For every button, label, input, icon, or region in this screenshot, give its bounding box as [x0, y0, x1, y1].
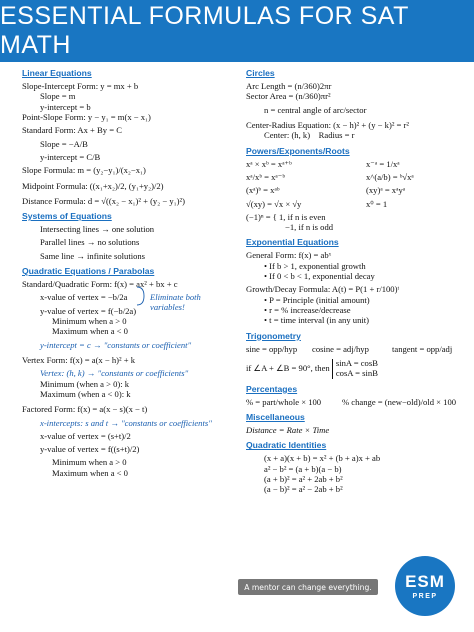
cofunction-condition: if ∠A + ∠B = 90°, then: [246, 362, 330, 373]
slope-note: Slope = m: [40, 91, 76, 102]
identity-product: (x + a)(x + b) = x² + (b + a)x + ab: [264, 453, 381, 464]
neg-one-odd: −1, if n is odd: [285, 222, 334, 233]
power-rule-power: (xᵃ)ᵇ = xᵃᵇ: [246, 185, 280, 196]
point-slope-form: Point-Slope Form: y − y₁ = m(x − x₁): [22, 111, 151, 122]
identity-square-sum: (a + b)² = a² + 2ab + b²: [264, 473, 343, 484]
section-percentages: Percentages: [246, 383, 298, 394]
power-rule-negative: x⁻ᵃ = 1/xᵃ: [366, 158, 400, 169]
central-angle-note: n = central angle of arc/sector: [264, 104, 367, 115]
factored-x-vertex: x-value of vertex = (s+t)/2: [40, 430, 131, 441]
right-column: [246, 68, 470, 495]
sin-cos-relation: sinA = cosB: [335, 357, 378, 368]
page-title: ESSENTIAL FORMULAS FOR SAT MATH: [0, 2, 409, 59]
x-intercepts-note: x-intercepts: s and t → "constants or coefficients": [40, 417, 212, 428]
eliminate-callout: Eliminate both variables!: [150, 292, 201, 312]
section-quadratic: Quadratic Equations / Parabolas: [22, 266, 155, 277]
y-intercept-note: y-intercept = c → "constants or coefficient": [40, 339, 192, 350]
growth-decay-formula: Growth/Decay Formula: A(t) = P(1 + r/100)ᵗ: [246, 284, 400, 295]
section-miscellaneous: Miscellaneous: [246, 412, 305, 422]
exponential-general-form: General Form: f(x) = abˣ: [246, 250, 332, 261]
x-vertex: x-value of vertex = −b/2a: [40, 292, 128, 303]
factored-maximum: Maximum when a < 0: [52, 467, 128, 478]
factored-form: Factored Form: f(x) = a(x − s)(x − t): [22, 404, 148, 415]
midpoint-formula: Midpoint Formula: ((x₁+x₂)/2, (y₁+y₂)/2): [22, 180, 164, 191]
power-rule-distribute: (xy)ᵃ = xᵃyᵃ: [366, 185, 406, 196]
section-exponential: Exponential Equations: [246, 237, 339, 248]
standard-form: Standard Form: Ax + By = C: [22, 125, 122, 136]
root-rule-product: √(xy) = √x × √y: [246, 198, 302, 209]
factored-minimum: Minimum when a > 0: [52, 457, 127, 468]
power-rule-root: x^(a/b) = ᵇ√xᵃ: [366, 171, 414, 182]
minimum-note: Minimum when a > 0: [52, 316, 127, 326]
vertex-maximum: Maximum (when a < 0): k: [40, 388, 131, 399]
vertex-form: Vertex Form: f(x) = a(x − h)² + k: [22, 354, 136, 365]
distance-rate-time: Distance = Rate × Time: [246, 425, 330, 435]
sine-ratio: sine = opp/hyp: [246, 343, 298, 354]
standard-yint: y-intercept = C/B: [40, 151, 101, 162]
identity-square-difference: (a − b)² = a² − 2ab + b²: [264, 484, 343, 495]
logo-text-top: ESM: [405, 571, 445, 591]
percent-change-formula: % change = (new−old)/old × 100: [342, 396, 457, 407]
rate-note: • r = % increase/decrease: [246, 305, 470, 315]
factored-y-vertex: y-value of vertex = f((s+t)/2): [40, 444, 140, 455]
radius-note: Radius = r: [318, 130, 355, 141]
percent-formula: % = part/whole × 100: [246, 396, 322, 407]
section-circles: Circles: [246, 68, 275, 78]
cosine-ratio: cosine = adj/hyp: [312, 343, 369, 354]
quadratic-standard-form: Standard/Quadratic Form: f(x) = ax² + bx + c: [22, 279, 178, 290]
standard-slope: Slope = −A/B: [40, 138, 88, 149]
title-banner: [0, 0, 474, 62]
power-rule-quotient: xᵃ/xᵇ = xᵃ⁻ᵇ: [246, 171, 285, 182]
center-radius-equation: Center-Radius Equation: (x − h)² + (y − k)² = r²: [246, 119, 409, 130]
identity-difference-squares: a² − b² = (a + b)(a − b): [264, 463, 342, 474]
parallel-lines: Parallel lines → no solutions: [40, 237, 140, 248]
section-trigonometry: Trigonometry: [246, 330, 301, 341]
section-quadratic-identities: Quadratic Identities: [246, 440, 327, 451]
slope-formula: Slope Formula: m = (y₂−y₁)/(x₂−x₁): [22, 165, 146, 176]
tagline: A mentor can change everything.: [238, 579, 378, 595]
center-note: Center: (h, k): [264, 130, 311, 141]
esm-prep-logo: [395, 556, 455, 616]
y-vertex: y-value of vertex = f(−b/2a): [40, 305, 137, 316]
same-line: Same line → infinite solutions: [40, 250, 146, 261]
vertex-minimum: Minimum (when a > 0): k: [40, 378, 130, 389]
section-linear-equations: Linear Equations: [22, 68, 92, 78]
section-systems: Systems of Equations: [22, 211, 112, 222]
section-powers: Powers/Exponents/Roots: [246, 145, 350, 156]
logo-text-bottom: PREP: [412, 592, 438, 600]
growth-note: • If b > 1, exponential growth: [246, 261, 470, 271]
left-column: [22, 68, 234, 478]
slope-intercept-form: Slope-Intercept Form: y = mx + b: [22, 81, 139, 91]
principle-note: • P = Principle (initial amount): [246, 295, 470, 305]
intersecting-lines: Intersecting lines → one solution: [40, 224, 155, 235]
arc-length: Arc Length = (n/360)2πr: [246, 81, 332, 91]
sector-area: Sector Area = (n/360)πr²: [246, 91, 331, 102]
yint-note: y-intercept = b: [40, 101, 91, 112]
neg-one-even: (−1)ⁿ = { 1, if n is even: [246, 211, 326, 222]
zero-power-rule: x⁰ = 1: [366, 198, 388, 209]
decay-note: • If 0 < b < 1, exponential decay: [246, 271, 470, 281]
tangent-ratio: tangent = opp/adj: [392, 343, 453, 354]
power-rule-product: xᵃ × xᵇ = xᵃ⁺ᵇ: [246, 158, 292, 169]
maximum-note: Maximum when a < 0: [52, 326, 128, 337]
vertex-note: Vertex: (h, k) → "constants or coefficients": [40, 368, 189, 379]
distance-formula: Distance Formula: d = √((x₂ − x₁)² + (y₂ − y₁)²): [22, 195, 185, 206]
time-note: • t = time interval (in any unit): [246, 315, 470, 325]
cos-sin-relation: cosA = sinB: [335, 367, 378, 378]
